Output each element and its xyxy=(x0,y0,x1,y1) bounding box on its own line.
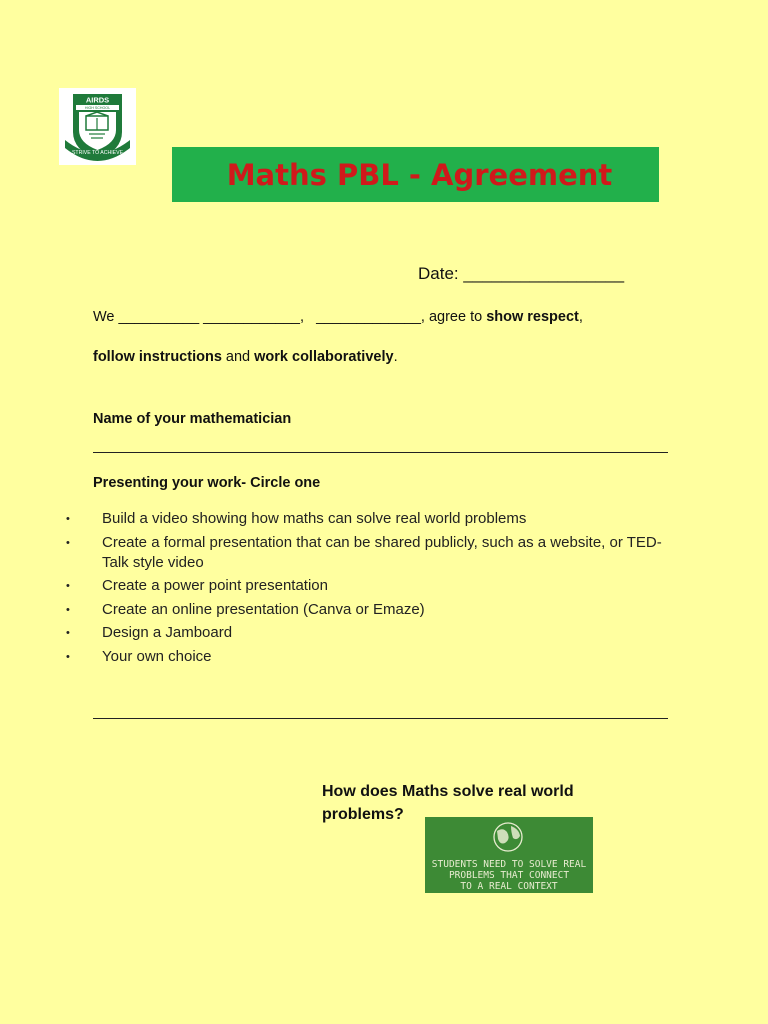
logo-top-text: AIRDS xyxy=(85,95,110,105)
agreement-suffix-2: . xyxy=(393,349,398,365)
agreement-bold-respect: show respect xyxy=(486,309,579,325)
option-text: Your own choice xyxy=(102,647,212,665)
date-field: Date: _________________ xyxy=(418,264,625,283)
option-text: Create a formal presentation that can be shared publicly, such as a website, or TED-Talk style video xyxy=(102,533,662,571)
agreement-line-1 xyxy=(93,309,583,325)
agreement-bold-collaboratively: work collaboratively xyxy=(254,349,394,365)
school-logo xyxy=(59,88,136,165)
agreement-prefix: We __________ ____________, _____________, agree to xyxy=(93,309,487,325)
bullet-icon: • xyxy=(66,536,70,549)
poster-line-3: TO A REAL CONTEXT xyxy=(460,881,558,892)
agreement-bold-instructions: follow instructions xyxy=(93,349,222,365)
agreement-suffix-1: , xyxy=(578,309,583,325)
agreement-mid: and xyxy=(221,349,255,365)
list-item xyxy=(66,576,686,596)
presenting-label xyxy=(93,475,320,491)
list-item xyxy=(66,509,686,529)
list-item xyxy=(66,623,686,643)
option-text: Create a power point presentation xyxy=(102,577,328,594)
list-item xyxy=(66,647,686,667)
option-text: Create an online presentation (Canva or Emaze) xyxy=(102,600,425,618)
bullet-icon: • xyxy=(66,580,70,592)
choice-answer-line xyxy=(93,718,668,719)
bullet-icon: • xyxy=(66,650,70,663)
list-item xyxy=(66,533,686,573)
title-banner xyxy=(172,147,659,202)
globe-icon xyxy=(494,823,522,851)
mathematician-label-text: Name of your mathematician xyxy=(93,411,292,427)
question-text: How does Maths solve real world problems? xyxy=(322,783,574,823)
option-text: Build a video showing how maths can solve real world problems xyxy=(102,510,527,527)
crest-icon xyxy=(59,88,136,165)
bullet-icon: • xyxy=(66,627,70,639)
option-text: Design a Jamboard xyxy=(102,624,233,641)
real-problems-poster xyxy=(425,817,593,893)
agreement-line-2 xyxy=(93,349,398,365)
presentation-options-list xyxy=(66,509,686,670)
bullet-icon: • xyxy=(66,513,70,525)
presenting-label-text: Presenting your work- Circle one xyxy=(93,475,321,491)
logo-motto: STRIVE TO ACHIEVE xyxy=(71,150,124,156)
poster-line-1: STUDENTS NEED TO SOLVE REAL xyxy=(431,859,587,870)
list-item xyxy=(66,600,686,620)
page-title: Maths PBL - Agreement xyxy=(226,157,613,192)
logo-sub-text: HIGH SCHOOL xyxy=(84,106,111,111)
mathematician-answer-line xyxy=(93,452,668,453)
poster-line-2: PROBLEMS THAT CONNECT xyxy=(448,870,570,881)
bullet-icon: • xyxy=(66,603,70,616)
mathematician-label xyxy=(93,411,291,427)
